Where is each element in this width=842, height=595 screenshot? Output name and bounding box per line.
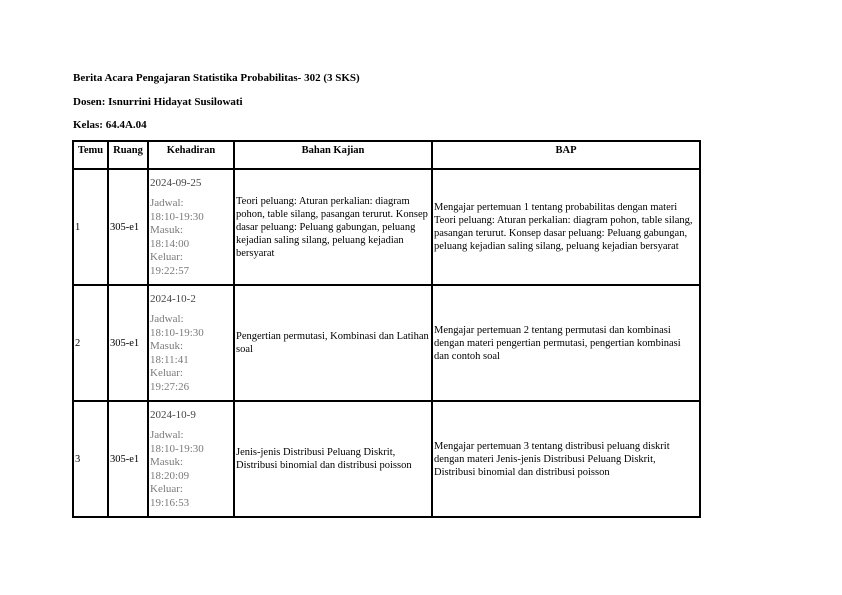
cell-bap: Mengajar pertemuan 2 tentang permutasi dan kombinasi dengan materi pengertian permutasi, pengertian kombinasi dan contoh soal	[432, 285, 700, 401]
check-in-time: 18:11:41	[150, 353, 189, 366]
schedule-label: Jadwal:	[150, 313, 184, 325]
check-out-label: Keluar:	[150, 251, 183, 263]
table-row	[73, 169, 700, 285]
column-header-bap: BAP	[432, 141, 700, 169]
cell-kehadiran	[148, 285, 234, 401]
cell-bahan-kajian: Jenis-jenis Distribusi Peluang Diskrit, Distribusi binomial dan distribusi poisson	[234, 401, 432, 517]
check-out-label: Keluar:	[150, 483, 183, 495]
check-out-label: Keluar:	[150, 367, 183, 379]
cell-temu: 3	[73, 401, 108, 517]
cell-ruang: 305-e1	[108, 401, 148, 517]
check-in-label: Masuk:	[150, 456, 183, 468]
column-header-ruang: Ruang	[108, 141, 148, 169]
table-row	[73, 285, 700, 401]
column-header-bahan-kajian: Bahan Kajian	[234, 141, 432, 169]
cell-kehadiran	[148, 401, 234, 517]
check-out-time: 19:16:53	[150, 496, 190, 509]
teaching-record-table	[72, 140, 701, 518]
cell-bap: Mengajar pertemuan 3 tentang distribusi peluang diskrit dengan materi Jenis-jenis Distribusi Peluang Diskrit, Distribusi binomial dan distribusi poisson	[432, 401, 700, 517]
lecturer-line: Dosen: Isnurrini Hidayat Susilowati	[73, 96, 243, 108]
cell-ruang: 305-e1	[108, 285, 148, 401]
table-header-row	[73, 141, 700, 169]
cell-temu: 2	[73, 285, 108, 401]
class-line: Kelas: 64.4A.04	[73, 119, 147, 131]
column-header-temu: Temu	[73, 141, 108, 169]
schedule-time: 18:10-19:30	[150, 326, 204, 339]
check-out-time: 19:27:26	[150, 380, 190, 393]
cell-ruang: 305-e1	[108, 169, 148, 285]
schedule-label: Jadwal:	[150, 429, 184, 441]
attendance-date: 2024-10-9	[150, 409, 196, 421]
cell-temu: 1	[73, 169, 108, 285]
table-row	[73, 401, 700, 517]
check-in-label: Masuk:	[150, 224, 183, 236]
attendance-date: 2024-10-2	[150, 293, 196, 305]
cell-bahan-kajian: Pengertian permutasi, Kombinasi dan Latihan soal	[234, 285, 432, 401]
column-header-kehadiran: Kehadiran	[148, 141, 234, 169]
check-in-time: 18:20:09	[150, 469, 190, 482]
document-title: Berita Acara Pengajaran Statistika Probabilitas- 302 (3 SKS)	[73, 72, 360, 84]
attendance-date: 2024-09-25	[150, 177, 202, 189]
check-in-time: 18:14:00	[150, 237, 190, 250]
schedule-time: 18:10-19:30	[150, 442, 204, 455]
cell-bahan-kajian: Teori peluang: Aturan perkalian: diagram pohon, table silang, pasangan terurut. Konsep dasar peluang: Peluang gabungan, peluang kejadian saling silang, peluang kejadian bersyarat	[234, 169, 432, 285]
check-out-time: 19:22:57	[150, 264, 190, 277]
schedule-time: 18:10-19:30	[150, 210, 204, 223]
check-in-label: Masuk:	[150, 340, 183, 352]
cell-kehadiran	[148, 169, 234, 285]
cell-bap: Mengajar pertemuan 1 tentang probabilitas dengan materi Teori peluang: Aturan perkalian: diagram pohon, table silang, pasangan terurut. Konsep dasar peluang: Peluang gabungan, peluang kejadian saling silang, peluang kejadian bersyarat	[432, 169, 700, 285]
schedule-label: Jadwal:	[150, 197, 184, 209]
